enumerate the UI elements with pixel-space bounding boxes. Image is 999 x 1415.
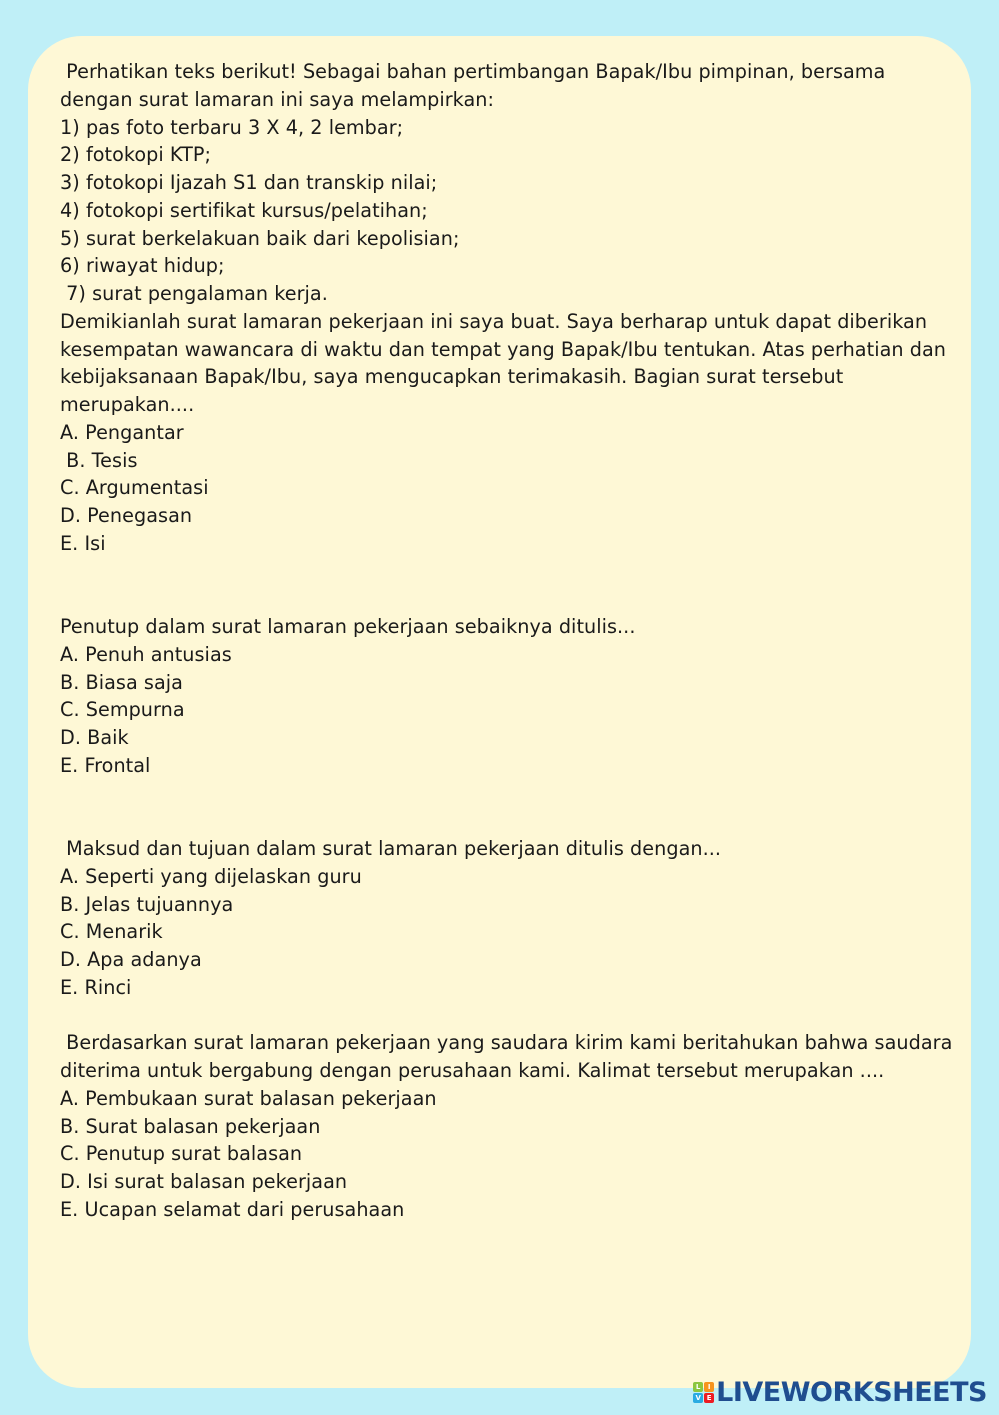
answer-option: E. Frontal — [60, 753, 151, 777]
question-text-line: dengan surat lamaran ini saya melampirkan: — [60, 87, 495, 111]
logo-tile: V — [693, 1393, 703, 1403]
liveworksheets-logo-icon — [693, 1382, 714, 1403]
logo-tile: E — [704, 1393, 714, 1403]
answer-option: B. Surat balasan pekerjaan — [60, 1114, 321, 1138]
answer-option: E. Isi — [60, 531, 106, 555]
question-text-line: merupakan.... — [60, 393, 195, 416]
question-text-line: 2) fotokopi KTP; — [60, 143, 211, 167]
answer-option: E. Ucapan selamat dari perusahaan — [60, 1197, 405, 1221]
question-text-line: kebijaksanaan Bapak/Ibu, saya mengucapkan terimakasih. Bagian surat tersebut — [60, 365, 844, 389]
logo-tile: I — [704, 1382, 714, 1392]
answer-option: A. Pengantar — [60, 420, 184, 444]
question-text-line: Berdasarkan surat lamaran pekerjaan yang saudara kirim kami beritahukan bahwa saudara — [60, 1031, 953, 1055]
answer-option: D. Apa adanya — [60, 948, 202, 971]
spacer — [60, 1002, 950, 1030]
question-2 — [60, 613, 950, 780]
question-3 — [60, 835, 950, 1002]
answer-option: C. Menarik — [60, 920, 163, 944]
answer-option: C. Argumentasi — [60, 476, 209, 500]
question-text-line: 7) surat pengalaman kerja. — [60, 282, 328, 305]
question-text-line: 6) riwayat hidup; — [60, 254, 225, 278]
question-text-line: 1) pas foto terbaru 3 X 4, 2 lembar; — [60, 115, 404, 139]
answer-option: B. Jelas tujuannya — [60, 892, 234, 916]
question-1 — [60, 58, 950, 558]
logo-tile: L — [693, 1382, 703, 1392]
liveworksheets-brand-text: LIVEWORKSHEETS — [716, 1377, 987, 1408]
question-text-line: 3) fotokopi Ijazah S1 dan transkip nilai; — [60, 171, 438, 194]
question-text-line: Perhatikan teks berikut! Sebagai bahan pertimbangan Bapak/Ibu pimpinan, bersama — [60, 60, 886, 83]
question-text-line: kesempatan wawancara di waktu dan tempat yang Bapak/Ibu tentukan. Atas perhatian dan — [60, 337, 946, 361]
liveworksheets-logo — [693, 1377, 987, 1408]
question-text-line: diterima untuk bergabung dengan perusahaan kami. Kalimat tersebut merupakan .... — [60, 1059, 885, 1082]
question-text-line: Penutup dalam surat lamaran pekerjaan sebaiknya ditulis... — [60, 615, 636, 638]
answer-option: A. Penuh antusias — [60, 642, 232, 666]
question-text-line: 4) fotokopi sertifikat kursus/pelatihan; — [60, 198, 428, 222]
answer-option: C. Sempurna — [60, 698, 185, 722]
answer-option: A. Pembukaan surat balasan pekerjaan — [60, 1086, 437, 1110]
answer-option: B. Biasa saja — [60, 670, 183, 694]
answer-option: D. Isi surat balasan pekerjaan — [60, 1170, 348, 1193]
spacer — [60, 558, 950, 614]
answer-option: C. Penutup surat balasan — [60, 1142, 303, 1166]
spacer — [60, 780, 950, 836]
question-text-line: 5) surat berkelakuan baik dari kepolisian; — [60, 226, 460, 250]
question-4 — [60, 1029, 953, 1223]
worksheet-content — [60, 58, 953, 1224]
answer-option: E. Rinci — [60, 975, 132, 999]
question-text-line: Demikianlah surat lamaran pekerjaan ini saya buat. Saya berharap untuk dapat diberikan — [60, 309, 928, 333]
answer-option: D. Baik — [60, 726, 129, 749]
answer-option: D. Penegasan — [60, 504, 193, 527]
answer-option: B. Tesis — [60, 448, 138, 472]
answer-option: A. Seperti yang dijelaskan guru — [60, 864, 362, 888]
question-text-line: Maksud dan tujuan dalam surat lamaran pekerjaan ditulis dengan... — [60, 837, 722, 860]
